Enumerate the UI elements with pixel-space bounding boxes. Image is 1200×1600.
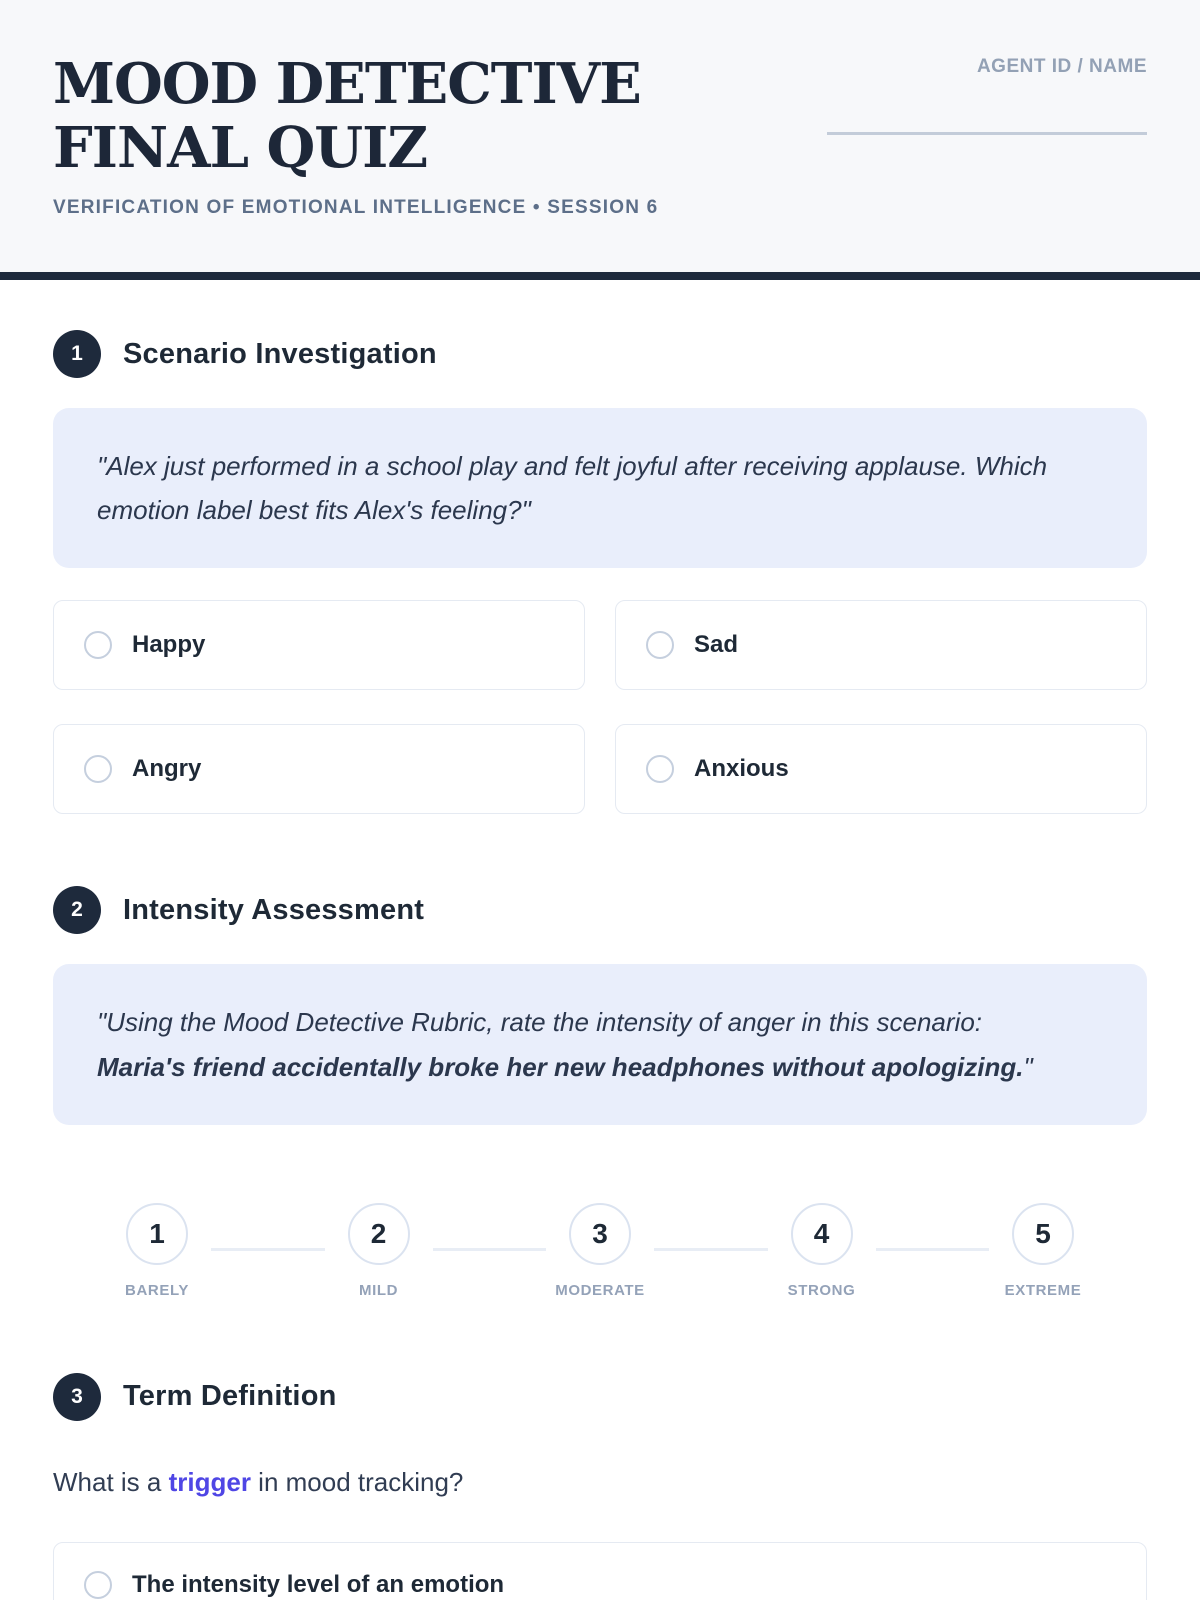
scale-label-barely: BARELY <box>125 1281 189 1299</box>
option-sad[interactable] <box>615 600 1147 690</box>
scale-value: 2 <box>370 1217 387 1249</box>
agent-id-input-line[interactable] <box>827 132 1147 135</box>
header-divider-bar <box>0 272 1200 280</box>
scale-circle-5[interactable] <box>1012 1203 1074 1265</box>
scale-label-strong: STRONG <box>787 1281 856 1299</box>
radio-button-icon[interactable] <box>646 755 674 783</box>
option-angry[interactable] <box>53 724 585 814</box>
term-question <box>53 1467 1147 1498</box>
header-title-block <box>53 52 803 219</box>
section-3-number-badge: 3 <box>53 1373 101 1421</box>
scale-circle-1[interactable] <box>126 1203 188 1265</box>
intensity-quote-close: " <box>1023 1051 1033 1082</box>
option-anxious[interactable] <box>615 724 1147 814</box>
scale-connector-line <box>876 1248 990 1251</box>
question-suffix: in mood tracking? <box>250 1466 464 1497</box>
radio-button-icon[interactable] <box>84 755 112 783</box>
question-term: trigger <box>168 1466 251 1497</box>
scale-value: 4 <box>813 1217 830 1249</box>
section-3-header <box>53 1373 1147 1421</box>
option-label: Anxious <box>694 755 789 783</box>
quiz-header <box>0 0 1200 272</box>
scale-connector-line <box>433 1248 547 1251</box>
scale-option-1[interactable] <box>109 1203 205 1299</box>
scale-circle-4[interactable] <box>791 1203 853 1265</box>
radio-button-icon[interactable] <box>84 631 112 659</box>
scale-option-3[interactable] <box>552 1203 648 1299</box>
scale-circle-2[interactable] <box>348 1203 410 1265</box>
radio-button-icon[interactable] <box>84 1571 112 1599</box>
scale-value: 5 <box>1035 1217 1051 1249</box>
scale-connector-line <box>211 1248 325 1251</box>
scale-option-4[interactable] <box>774 1203 870 1299</box>
scenario-quote-text: "Alex just performed in a school play and felt joyful after receiving applause. Which emotion label best fits Alex's feeling?" <box>97 451 1048 526</box>
option-happy[interactable] <box>53 600 585 690</box>
scale-option-2[interactable] <box>331 1203 427 1299</box>
option-label: The intensity level of an emotion <box>132 1570 505 1598</box>
scale-value: 1 <box>149 1217 165 1249</box>
agent-id-field-block <box>812 52 1147 135</box>
option-label: Happy <box>132 631 206 659</box>
agent-id-label: AGENT ID / NAME <box>976 56 1147 77</box>
scale-option-5[interactable] <box>995 1203 1091 1299</box>
scenario-quote-box <box>53 408 1147 568</box>
section-1-title: Scenario Investigation <box>123 337 437 370</box>
scale-circle-3[interactable] <box>569 1203 631 1265</box>
section-2-header <box>53 886 1147 934</box>
section-1-header <box>53 330 1147 378</box>
intensity-quote-box <box>53 964 1147 1124</box>
section-2-number-badge: 2 <box>53 886 101 934</box>
radio-button-icon[interactable] <box>646 631 674 659</box>
emotion-options-grid <box>53 600 1147 814</box>
scale-label-moderate: MODERATE <box>555 1281 645 1299</box>
section-3-title: Term Definition <box>123 1380 337 1413</box>
option-intensity-level[interactable] <box>53 1542 1147 1600</box>
intensity-scale <box>53 1203 1147 1299</box>
intensity-quote-bold-text: Maria's friend accidentally broke her new headphones without apologizing. <box>97 1051 1024 1082</box>
page-subtitle: VERIFICATION OF EMOTIONAL INTELLIGENCE • SESSION 6 <box>53 196 659 218</box>
section-1-number-badge: 1 <box>53 330 101 378</box>
section-2-title: Intensity Assessment <box>123 893 425 926</box>
scale-value: 3 <box>592 1217 608 1249</box>
quiz-body <box>0 280 1200 1600</box>
option-label: Angry <box>132 755 202 783</box>
question-prefix: What is a <box>53 1466 169 1497</box>
page-title: MOOD DETECTIVE FINAL QUIZ <box>53 51 641 182</box>
scale-label-mild: MILD <box>358 1281 399 1299</box>
scale-connector-line <box>654 1248 768 1251</box>
scale-label-extreme: EXTREME <box>1004 1281 1082 1299</box>
intensity-quote-text: "Using the Mood Detective Rubric, rate the intensity of anger in this scenario: <box>97 1007 983 1038</box>
option-label: Sad <box>694 631 739 659</box>
